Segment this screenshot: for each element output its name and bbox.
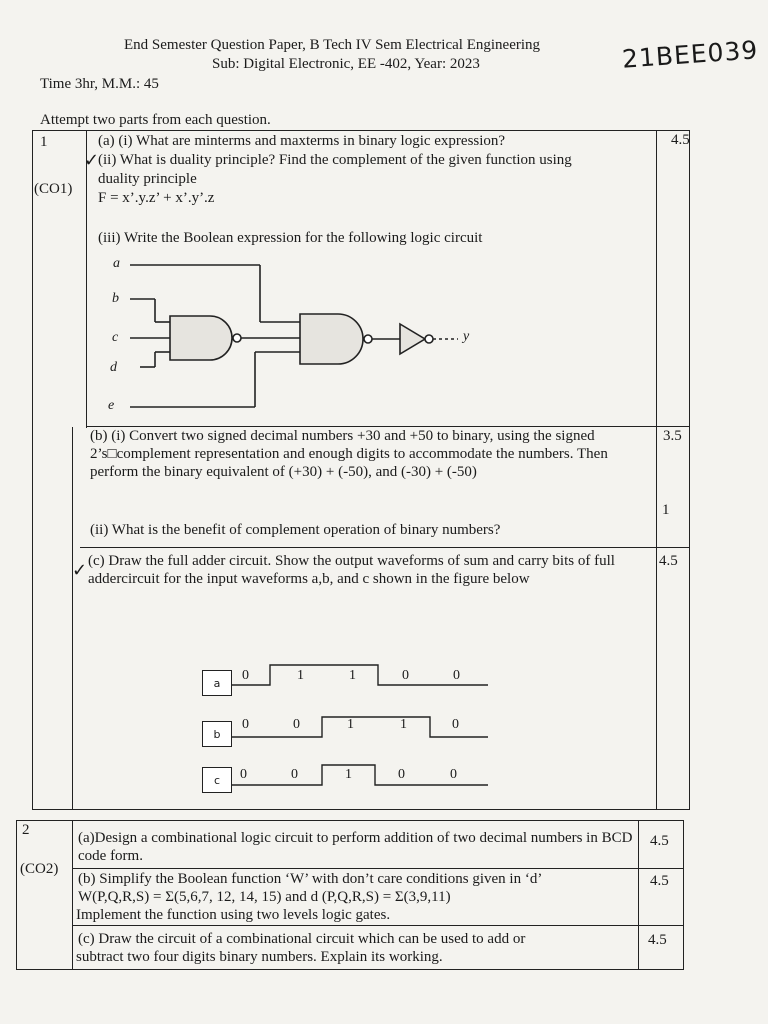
wave-b-bit: 1 (400, 717, 407, 732)
q1-c-marks: 4.5 (659, 553, 678, 569)
q1-a-marks: 4.5 (671, 132, 690, 148)
waveform-b-label: b (202, 721, 232, 747)
wave-c-bit: 0 (291, 767, 298, 782)
q1-b-i: (b) (i) Convert two signed decimal numbers +30 and +50 to binary, using the signed 2’s□complement representation and enough digits to accommodate the numbers. Then perform the binary equivalent of (+30) + (-50), and (-30) + (-50) (90, 428, 608, 480)
q1-c: (c) Draw the full adder circuit. Show the output waveforms of sum and carry bits of full addercircuit for the input waveforms a,b, and c shown in the figure below (88, 553, 615, 587)
wave-b-bit: 0 (242, 717, 249, 732)
q1-a-ii-3: F = x’.y.z’ + x’.y’.z (98, 190, 215, 206)
input-e-label: e (108, 398, 115, 413)
input-b-label: b (112, 291, 119, 306)
q1-b-ii: (ii) What is the benefit of complement operation of binary numbers? (90, 522, 501, 538)
input-d-label: d (110, 360, 117, 375)
checkmark-icon: ✓ (72, 560, 88, 581)
wave-c-bit: 0 (240, 767, 247, 782)
wave-b-bit: 0 (452, 717, 459, 732)
q2-c-marks: 4.5 (648, 932, 667, 948)
q2-c-1: (c) Draw the circuit of a combinational circuit which can be used to add or (78, 931, 526, 947)
q1-a-i: (a) (i) What are minterms and maxterms in binary logic expression? (98, 133, 506, 149)
q2-number: 2 (22, 822, 30, 838)
q1-a-ii-2: duality principle (98, 171, 197, 187)
input-a-label: a (113, 256, 120, 271)
q1-number: 1 (40, 134, 48, 150)
q1-a-iii: (iii) Write the Boolean expression for the following logic circuit (98, 230, 483, 246)
wave-a-bit: 1 (297, 668, 304, 683)
wave-c-bit: 0 (398, 767, 405, 782)
q1-b-ii-marks: 1 (662, 502, 670, 518)
instruction: Attempt two parts from each question. (40, 112, 271, 128)
wave-b-bit: 1 (347, 717, 354, 732)
paper-title: End Semester Question Paper, B Tech IV Sem Electrical Engineering (124, 37, 541, 53)
q1-a-ii-1: (ii) What is duality principle? Find the complement of the given function using (98, 152, 572, 168)
wave-a-bit: 0 (453, 668, 460, 683)
q2-b-marks: 4.5 (650, 873, 669, 889)
wave-c-bit: 1 (345, 767, 352, 782)
paper-time: Time 3hr, M.M.: 45 (40, 76, 159, 92)
waveform-c-label: c (202, 767, 232, 793)
q2-co: (CO2) (20, 861, 59, 877)
wave-a-bit: 0 (242, 668, 249, 683)
wave-c-bit: 0 (450, 767, 457, 782)
logic-circuit-diagram (100, 252, 500, 422)
q2-b-3: Implement the function using two levels logic gates. (76, 907, 391, 923)
q2-a-marks: 4.5 (650, 833, 669, 849)
q1-b-marks: 3.5 (663, 428, 682, 444)
wave-a-bit: 0 (402, 668, 409, 683)
paper-subject: Sub: Digital Electronic, EE -402, Year: 2023 (212, 56, 480, 72)
wave-a-bit: 1 (349, 668, 356, 683)
q2-b-1: (b) Simplify the Boolean function ‘W’ with don’t care conditions given in ‘d’ (78, 871, 543, 887)
q2-b-2: W(P,Q,R,S) = Σ(5,6,7, 12, 14, 15) and d (P,Q,R,S) = Σ(3,9,11) (78, 889, 451, 905)
checkmark-icon: ✓ (84, 150, 100, 171)
wave-b-bit: 0 (293, 717, 300, 732)
waveform-a-label: a (202, 670, 232, 696)
q2-c-2: subtract two four digits binary numbers. Explain its working. (76, 949, 443, 965)
roll-number-handwritten: 21BEE039 (621, 35, 760, 74)
q2-a: (a)Design a combinational logic circuit to perform addition of two decimal numbers in BCD code form. (78, 830, 633, 864)
output-y-label: y (463, 329, 470, 344)
q1-co: (CO1) (34, 181, 73, 197)
input-c-label: c (112, 330, 119, 345)
